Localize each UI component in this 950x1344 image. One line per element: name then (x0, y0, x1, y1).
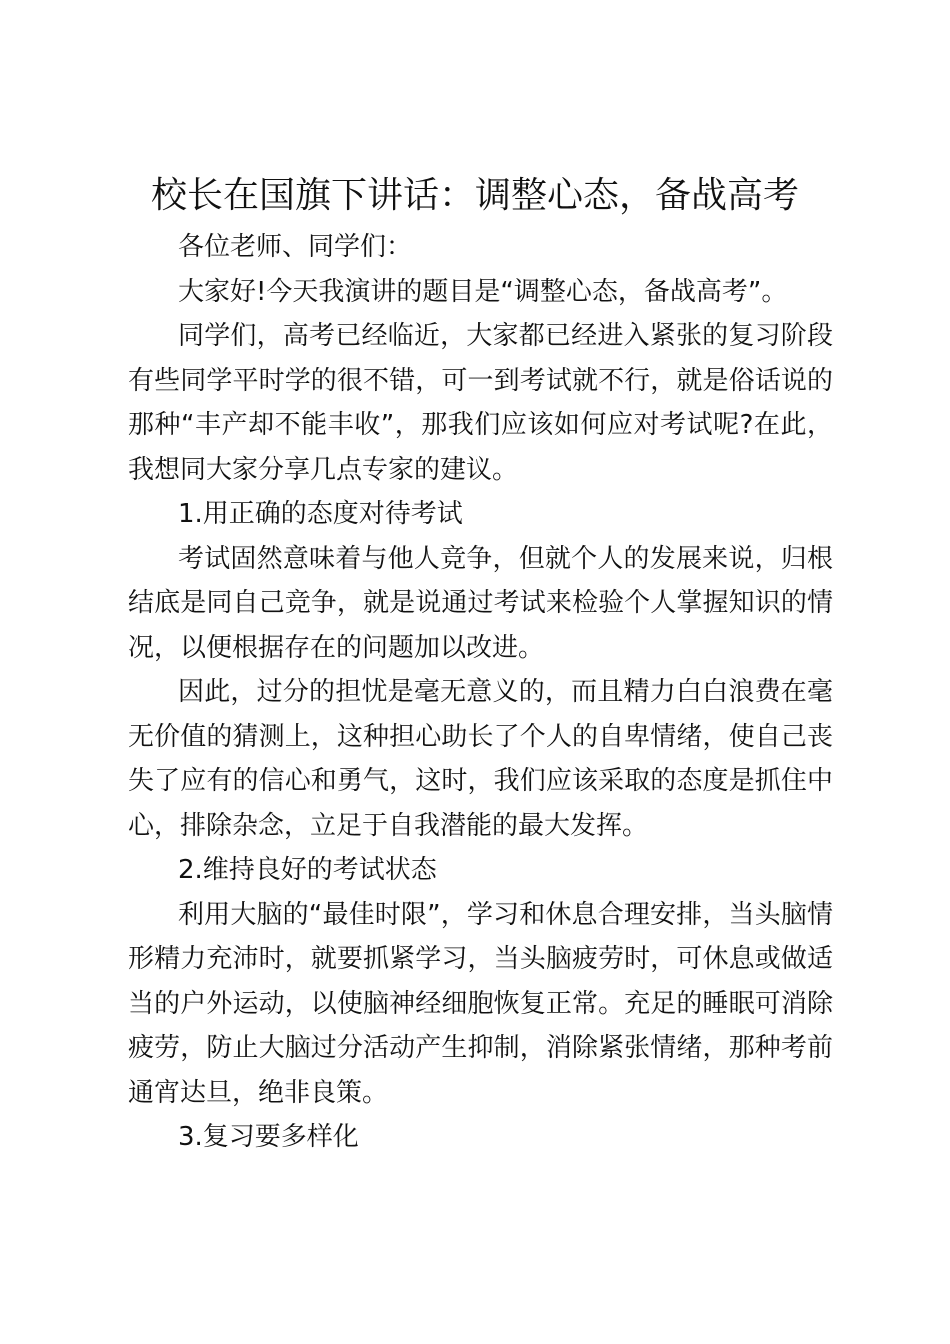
document-body (128, 225, 833, 1160)
section-1-paragraph-1: 考试固然意味着与他人竞争，但就个人的发展来说，归根结底是同自己竞争，就是说通过考试来检验个人掌握知识的情况，以便根据存在的问题加以改进。 (128, 543, 833, 663)
section-heading-1: 1.用正确的态度对待考试 (178, 499, 463, 529)
greeting-paragraph: 各位老师、同学们： (178, 232, 413, 262)
document-title: 校长在国旗下讲话：调整心态，备战高考 (150, 175, 799, 216)
intro-paragraph: 同学们，高考已经临近，大家都已经进入紧张的复习阶段有些同学平时学的很不错，可一到考试就不行，就是俗话说的那种“丰产却不能丰收”，那我们应该如何应对考试呢?在此，我想同大家分享几点专家的建议。 (128, 321, 833, 485)
section-heading-3: 3.复习要多样化 (178, 1122, 359, 1152)
section-2-paragraph-1: 利用大脑的“最佳时限”，学习和休息合理安排，当头脑情形精力充沛时，就要抓紧学习，当头脑疲劳时，可休息或做适当的户外运动，以使脑神经细胞恢复正常。充足的睡眠可消除疲劳，防止大脑过分活动产生抑制，消除紧张情绪，那种考前通宵达旦，绝非良策。 (128, 899, 833, 1108)
section-1-paragraph-2: 因此，过分的担忧是毫无意义的，而且精力白白浪费在毫无价值的猜测上，这种担心助长了个人的自卑情绪，使自己丧失了应有的信心和勇气，这时，我们应该采取的态度是抓住中心，排除杂念，立足于自我潜能的最大发挥。 (128, 677, 833, 841)
opening-paragraph: 大家好!今天我演讲的题目是“调整心态，备战高考”。 (178, 276, 788, 307)
section-heading-2: 2.维持良好的考试状态 (178, 855, 437, 885)
